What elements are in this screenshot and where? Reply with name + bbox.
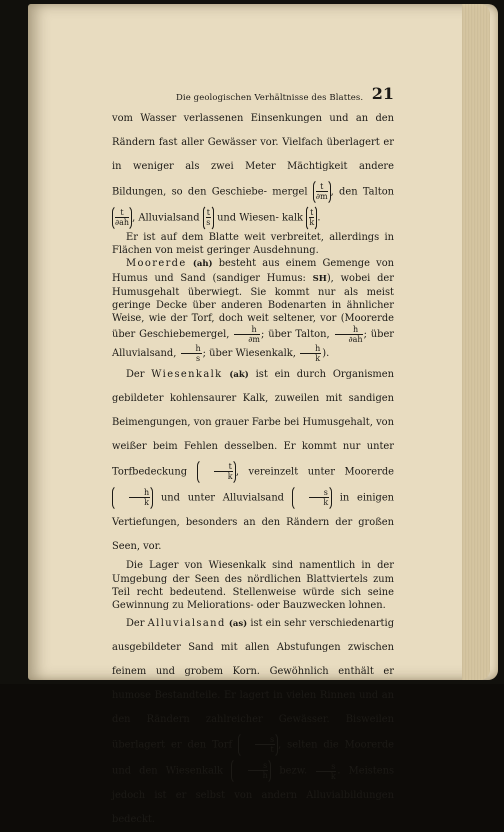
formula-numerator: s xyxy=(255,735,275,745)
formula-denominator: k xyxy=(227,472,233,482)
text-fragment: und Wiesen- xyxy=(213,212,279,224)
paragraph-5: Die Lager von Wiesenkalk sind namentlich in der Umgebung der Seen des nördlichen Blattviertels zum Teil recht bedeutend. Stellenweise würde sich seine Gewinnung zu Meliorations- oder Bauzwecken lohnen. xyxy=(112,560,394,612)
formula xyxy=(248,761,268,780)
formula-denominator: ∂ah xyxy=(348,335,363,345)
map-symbol: (ak) xyxy=(229,370,249,381)
formula-parenthesis xyxy=(197,459,236,485)
paragraph-3 xyxy=(112,257,394,363)
formula xyxy=(316,182,328,201)
formula-numerator: s xyxy=(248,761,268,771)
page-text xyxy=(112,84,395,832)
text-fragment: ; über Alluvialsand, xyxy=(112,329,395,360)
formula xyxy=(316,762,336,781)
formula-parenthesis xyxy=(231,758,271,784)
word: kalk xyxy=(281,212,303,224)
formula-denominator: ∂m xyxy=(315,192,328,201)
paragraph-4-text: ist ein durch Organismen gebildeter kohlensaurer Kalk, zuweilen mit sandigen Beimengungen, von grauer Farbe bei Humusgehalt, von weißer beim Fehlen desselben. Er kommt nur unter Torfbedeckung xyxy=(112,369,394,478)
text-fragment: , vereinzelt unter Moorerde xyxy=(235,466,394,478)
formula-parenthesis xyxy=(306,205,317,231)
formula-denominator: ∂m xyxy=(248,335,260,345)
formula-denominator: k xyxy=(315,354,321,364)
paragraph-1 xyxy=(112,107,394,231)
formula-numerator: h xyxy=(300,344,321,354)
formula-denominator: s xyxy=(196,354,201,364)
text-fragment: . xyxy=(317,212,321,224)
paragraph-6-text: . Meistens jedoch ist er selbst von andern Alluvialbildungen bedeckt. xyxy=(112,765,395,826)
formula-numerator: t xyxy=(310,208,314,217)
word: mergel xyxy=(272,186,308,198)
formula-denominator: k xyxy=(323,498,329,508)
term: Wiesenkalk xyxy=(151,369,223,381)
formula xyxy=(234,325,260,344)
formula xyxy=(181,344,202,363)
formula-numerator: s xyxy=(316,762,336,772)
map-symbol: (ah) xyxy=(192,259,213,270)
formula-denominator: k xyxy=(309,218,315,227)
formula xyxy=(309,208,314,227)
formula-numerator: t xyxy=(316,182,328,192)
text-fragment: ; über Wiesenkalk, xyxy=(202,348,296,360)
formula xyxy=(255,735,275,754)
formula-denominator: k xyxy=(330,771,336,781)
formula-numerator: h xyxy=(335,325,363,335)
text-fragment: ; über Talton, xyxy=(261,329,330,341)
formula-denominator: ∂ah xyxy=(115,218,130,227)
formula-denominator: t xyxy=(270,745,274,755)
formula-numerator: t xyxy=(115,208,129,218)
formula xyxy=(206,208,211,227)
formula-denominator: s xyxy=(206,218,211,227)
formula-parenthesis xyxy=(203,205,214,231)
formula-parenthesis xyxy=(313,179,331,205)
formula xyxy=(214,462,233,481)
formula-denominator: k xyxy=(144,498,149,508)
paragraph-3-text: ), wobei der Humusgehalt überwiegt. Sie kommt nur als meist geringe Decke über anderen Bodenarten in ähnlicher Weise, wie der Torf, doch weit seltener, vor (Moorerde über Geschiebemergel, xyxy=(112,272,394,341)
paragraph-2: Er ist auf dem Blatte weit verbreitet, allerdings in Flächen von meist geringer Ausdehnung. xyxy=(112,232,394,257)
formula xyxy=(300,344,321,363)
formula-parenthesis xyxy=(238,732,278,758)
formula-parenthesis xyxy=(112,205,132,231)
formula-numerator: h xyxy=(181,344,202,354)
term: Moorerde xyxy=(126,258,187,270)
running-title: Die geologischen Verhältnisse des Blattes. xyxy=(176,93,364,103)
text-fragment: , Alluvialsand xyxy=(132,212,200,224)
page-number: 21 xyxy=(371,84,394,103)
formula-numerator: t xyxy=(214,462,233,472)
paragraph-4 xyxy=(112,363,394,559)
formula xyxy=(335,325,363,344)
formula-parenthesis xyxy=(112,485,153,511)
text-fragment: ). xyxy=(322,348,330,360)
formula-numerator: h xyxy=(234,325,260,335)
paragraph-1-text: vom Wasser verlassenen Einsenkungen und an den Rändern fast aller Gewässer vor. Vielfach überlagert er in weniger als zwei Meter Mächtigkeit andere Bildungen, so den Geschiebe- xyxy=(112,113,394,198)
formula xyxy=(309,488,329,507)
text-fragment: , den Talton xyxy=(330,186,394,198)
map-symbol: SH xyxy=(312,273,327,284)
formula-numerator: h xyxy=(129,488,150,498)
paragraph-6 xyxy=(112,612,394,832)
term: Alluvialsand xyxy=(147,618,226,630)
text-fragment: und unter Alluvialsand xyxy=(160,492,285,504)
map-symbol: (as) xyxy=(228,619,248,630)
running-head xyxy=(112,84,394,107)
page-edges xyxy=(462,4,490,680)
text-fragment: Der xyxy=(126,369,145,381)
formula-numerator: s xyxy=(309,488,329,498)
text-fragment: Der xyxy=(126,618,145,630)
formula-numerator: t xyxy=(206,208,210,217)
formula xyxy=(129,488,150,507)
text-fragment: bezw. xyxy=(279,765,308,777)
paragraph-3-text: besteht aus einem Gemenge von Humus und Sand (sandiger Humus: xyxy=(112,258,395,284)
paragraph-4-text: in einigen Vertiefungen, besonders an den Rändern der großen Seen, vor. xyxy=(112,492,395,553)
paragraph-6-text: ist ein sehr verschiedenartig ausgebildeter Sand mit allen Abstufungen zwischen feinem und grobem Korn. Gewöhnlich enthält er humose Bestandteile. Er lagert in vielen Rinnen und an den Rändern zahlreicher Gewässer. Bisweilen überlagert er den Torf xyxy=(112,618,395,751)
text-fragment: , selten die Moorerde und den Wiesenkalk xyxy=(112,739,395,777)
formula-parenthesis xyxy=(292,485,332,511)
formula-denominator: h xyxy=(262,771,268,781)
formula xyxy=(115,208,129,227)
